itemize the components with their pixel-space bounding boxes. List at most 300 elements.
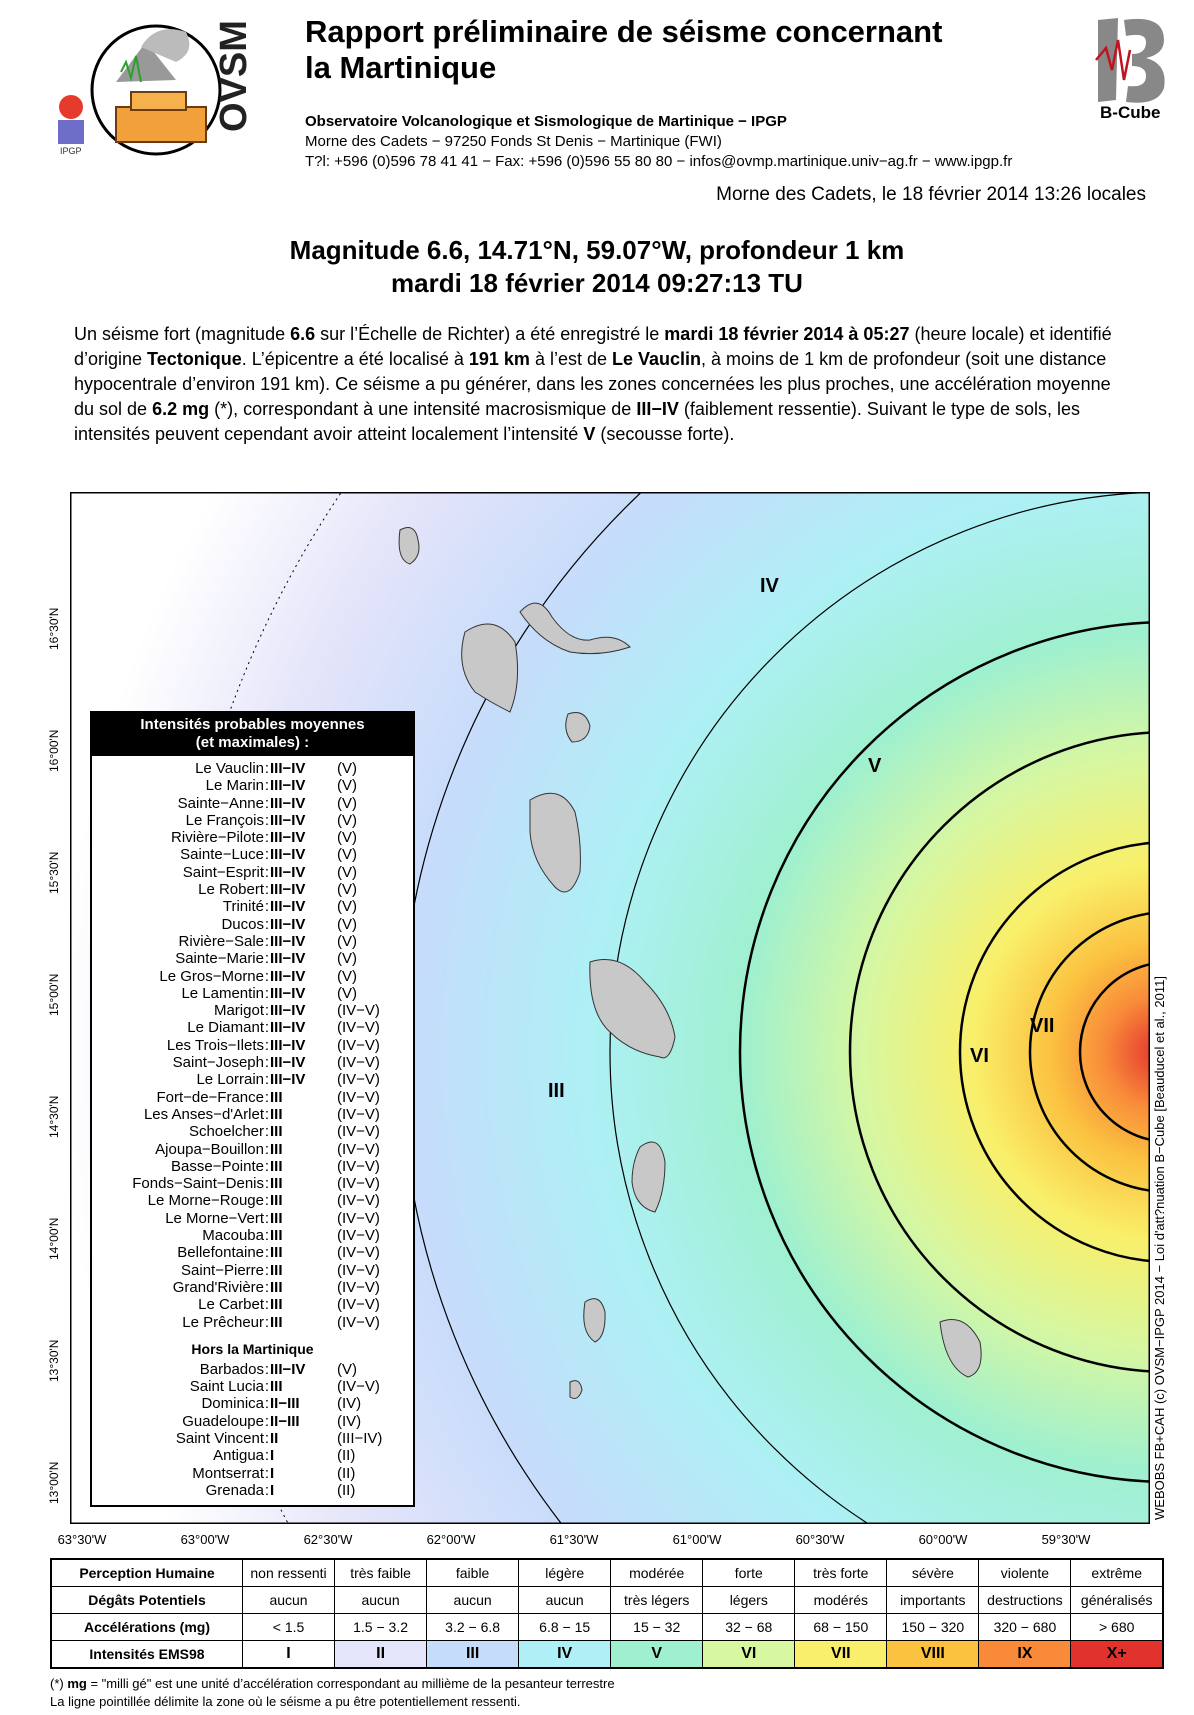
legend-row [92,777,413,794]
scale-cell: modérés [795,1587,887,1614]
legend-town: Le Lamentin [181,984,264,1002]
legend-town: Montserrat [192,1464,264,1482]
ring-label: III [548,1080,565,1102]
dateline: Morne des Cadets, le 18 février 2014 13:26 locales [716,184,1146,205]
legend-colon: : [264,1140,270,1158]
legend-mean-intensity: III−IV [270,1071,306,1089]
ring-label: VI [970,1045,989,1067]
summary-pga: 6.2 mg [152,399,210,419]
legend-colon: : [264,760,270,777]
legend-colon: : [264,1192,270,1210]
legend-max-intensity: (II) [337,1447,356,1465]
legend-colon: : [264,932,270,950]
legend-max-intensity: (IV−V) [337,1378,380,1396]
summary-intensity: III−IV [636,399,679,419]
legend-colon: : [264,777,270,795]
legend-colon: : [264,863,270,881]
legend-colon: : [264,1002,270,1020]
legend-mean-intensity: III [270,1105,283,1123]
title-line-2: la Martinique [305,50,497,85]
scale-row-label: Intensités EMS98 [51,1641,243,1669]
summary-text: . L’épicentre a été localisé à [241,349,469,369]
legend-town: Le Prêcheur [182,1313,264,1331]
lon-label: 60°00'W [918,1532,968,1547]
scale-cell: violente [979,1559,1071,1587]
legend-mean-intensity: III [270,1123,283,1141]
legend-max-intensity: (V) [337,794,357,812]
legend-row [92,985,413,1002]
footnote-text: = "milli gé" est une unité d’accélération correspondant au millième de la pesanteur terrestre [86,1676,615,1691]
legend-row [92,1227,413,1244]
scale-cell: 6.8 − 15 [519,1614,611,1641]
scale-cell: aucun [335,1587,427,1614]
legend-row [92,933,413,950]
legend-row [92,1037,413,1054]
footnote-mg [50,1676,615,1691]
legend-max-intensity: (IV−V) [337,1054,380,1072]
legend-colon: : [264,1313,270,1331]
legend-row [92,795,413,812]
legend-town: Guadeloupe [182,1412,264,1430]
legend-mean-intensity: III−IV [270,760,306,777]
scale-cell: très forte [795,1559,887,1587]
summary-text: sur l’Échelle de Richter) a été enregistré le [315,324,665,344]
legend-town: Saint Vincent [175,1429,264,1447]
lon-label: 63°00'W [180,1532,230,1547]
summary-text: à l’est de [529,349,612,369]
legend-max-intensity: (IV) [337,1395,362,1413]
summary-text: Un séisme fort (magnitude [74,324,291,344]
legend-outside-list [92,1361,413,1499]
legend-row [92,1361,413,1378]
legend-town: Ducos [221,915,264,933]
legend-colon: : [264,984,270,1002]
legend-mean-intensity: III [270,1261,283,1279]
legend-town: Bellefontaine [177,1244,264,1262]
legend-mean-intensity: III−IV [270,811,306,829]
scale-cell: > 680 [1071,1614,1163,1641]
legend-row [92,1465,413,1482]
ring-label: V [868,755,882,777]
legend-max-intensity: (II) [337,1481,356,1499]
legend-title-line: (et maximales) : [195,734,310,751]
legend-town: Schoelcher [188,1123,264,1141]
ovsm-logo-text: OVSM [213,20,255,132]
legend-row [92,1482,413,1499]
scale-row-intensity [51,1641,1163,1669]
legend-row [92,864,413,881]
legend-town: Saint−Esprit [182,863,264,881]
legend-max-intensity: (V) [337,777,357,795]
scale-cell: 320 − 680 [979,1614,1071,1641]
legend-max-intensity: (IV−V) [337,1140,380,1158]
legend-max-intensity: (V) [337,932,357,950]
legend-row [92,1141,413,1158]
scale-cell: destructions [979,1587,1071,1614]
legend-mean-intensity: III [270,1209,283,1227]
legend-mean-intensity: III [270,1157,283,1175]
ring-label: VII [1030,1015,1055,1037]
summary-paragraph [74,322,1124,447]
legend-mean-intensity: II−III [270,1395,300,1413]
scale-cell: légère [519,1559,611,1587]
legend-max-intensity: (IV−V) [337,1123,380,1141]
legend-colon: : [264,1429,270,1447]
legend-colon: : [264,811,270,829]
legend-colon: : [264,1227,270,1245]
legend-colon: : [264,915,270,933]
legend-max-intensity: (V) [337,846,357,864]
legend-martinique-list [92,760,413,1331]
scale-cell: II [335,1641,427,1669]
scale-cell: 3.2 − 6.8 [427,1614,519,1641]
legend-row [92,1296,413,1313]
legend-colon: : [264,898,270,916]
legend-mean-intensity: III−IV [270,777,306,795]
scale-cell: extrême [1071,1559,1163,1587]
scale-cell: aucun [519,1587,611,1614]
legend-max-intensity: (IV−V) [337,1313,380,1331]
legend-colon: : [264,1071,270,1089]
legend-mean-intensity: III−IV [270,950,306,968]
scale-cell: généralisés [1071,1587,1163,1614]
legend-mean-intensity: III [270,1175,283,1193]
legend-row [92,1262,413,1279]
scale-cell: IX [979,1641,1071,1669]
lon-label: 59°30'W [1041,1532,1091,1547]
lon-label: 62°00'W [426,1532,476,1547]
legend-mean-intensity: III−IV [270,915,306,933]
legend-town: Saint−Joseph [172,1054,264,1072]
legend-mean-intensity: III−IV [270,881,306,899]
legend-title [92,713,413,756]
scale-row-damage [51,1587,1163,1614]
legend-row [92,829,413,846]
lat-label: 13°30'N [47,1339,61,1382]
ipgp-logo-text: IPGP [60,146,82,156]
legend-row [92,1054,413,1071]
legend-mean-intensity: I [270,1447,275,1465]
legend-row [92,1106,413,1123]
legend-max-intensity: (V) [337,915,357,933]
legend-colon: : [264,1157,270,1175]
legend-colon: : [264,1464,270,1482]
legend-max-intensity: (IV−V) [337,1002,380,1020]
legend-max-intensity: (IV−V) [337,1088,380,1106]
legend-row [92,1378,413,1395]
legend-town: Le Gros−Morne [159,967,264,985]
legend-max-intensity: (V) [337,829,357,847]
ems98-scale-table [50,1558,1164,1669]
lat-label: 13°00'N [47,1461,61,1504]
legend-colon: : [264,1296,270,1314]
legend-row [92,1089,413,1106]
legend-row [92,1071,413,1088]
legend-town: Le Vauclin [195,760,264,777]
legend-town: Marigot [213,1002,264,1020]
legend-row [92,1175,413,1192]
legend-mean-intensity: III [270,1378,283,1396]
legend-colon: : [264,1447,270,1465]
legend-max-intensity: (V) [337,760,357,777]
lat-label: 14°00'N [47,1217,61,1260]
legend-max-intensity: (IV−V) [337,1157,380,1175]
legend-town: Sainte−Anne [177,794,264,812]
summary-origin: Tectonique [147,349,242,369]
summary-text: (*), correspondant à une intensité macrosismique de [209,399,637,419]
legend-colon: : [264,846,270,864]
scale-cell: X+ [1071,1641,1163,1669]
legend-mean-intensity: III−IV [270,1054,306,1072]
scale-row-label: Accélérations (mg) [51,1614,243,1641]
legend-mean-intensity: III−IV [270,984,306,1002]
scale-cell: sévère [887,1559,979,1587]
lat-label: 16°30'N [47,607,61,650]
legend-row [92,898,413,915]
headline-date: mardi 18 février 2014 09:27:13 TU [391,268,803,298]
legend-colon: : [264,1261,270,1279]
footnote-text: (*) [50,1676,68,1691]
legend-max-intensity: (IV−V) [337,1227,380,1245]
legend-row [92,1210,413,1227]
legend-town: Grand'Rivière [172,1278,264,1296]
legend-mean-intensity: III−IV [270,1036,306,1054]
legend-max-intensity: (V) [337,881,357,899]
map-credit: WEBOBS FB+CAH (c) OVSM−IPGP 2014 − Loi d'att?nuation B−Cube [Beauducel et al., 2011] [1152,976,1167,1520]
legend-row [92,968,413,985]
scale-cell: IV [519,1641,611,1669]
scale-cell: aucun [427,1587,519,1614]
legend-max-intensity: (V) [337,1360,357,1378]
address: Morne des Cadets − 97250 Fonds St Denis − Martinique (FWI) [305,133,722,150]
scale-cell: < 1.5 [243,1614,335,1641]
legend-town: Le Morne−Rouge [147,1192,264,1210]
legend-row [92,950,413,967]
legend-max-intensity: (IV−V) [337,1296,380,1314]
legend-row [92,1413,413,1430]
legend-colon: : [264,1412,270,1430]
legend-mean-intensity: III−IV [270,898,306,916]
legend-max-intensity: (IV−V) [337,1071,380,1089]
scale-cell: importants [887,1587,979,1614]
legend-max-intensity: (IV−V) [337,1175,380,1193]
scale-cell: faible [427,1559,519,1587]
legend-town: Le Carbet [198,1296,264,1314]
legend-colon: : [264,1088,270,1106]
scale-cell: V [611,1641,703,1669]
legend-colon: : [264,829,270,847]
lon-label: 60°30'W [795,1532,845,1547]
headline-magnitude: Magnitude 6.6, 14.71°N, 59.07°W, profondeur 1 km [289,235,905,265]
scale-cell: III [427,1641,519,1669]
legend-town: Antigua [213,1447,264,1465]
lat-label: 15°30'N [47,851,61,894]
legend-mean-intensity: III−IV [270,846,306,864]
lat-label: 16°00'N [47,729,61,772]
legend-colon: : [264,1036,270,1054]
legend-mean-intensity: III [270,1227,283,1245]
legend-colon: : [264,1019,270,1037]
legend-row [92,1002,413,1019]
legend-row [92,1430,413,1447]
legend-town: Le Lorrain [196,1071,264,1089]
legend-mean-intensity: III−IV [270,1002,306,1020]
scale-cell: 150 − 320 [887,1614,979,1641]
summary-text: (secousse forte). [595,424,735,444]
legend-mean-intensity: III [270,1140,283,1158]
scale-cell: I [243,1641,335,1669]
lon-label: 61°00'W [672,1532,722,1547]
title-line-1: Rapport préliminaire de séisme concernant [305,14,943,49]
legend-max-intensity: (IV−V) [337,1192,380,1210]
legend-mean-intensity: III−IV [270,794,306,812]
scale-cell: VII [795,1641,887,1669]
lon-label: 63°30'W [57,1532,107,1547]
legend-max-intensity: (V) [337,984,357,1002]
legend-max-intensity: (IV−V) [337,1209,380,1227]
legend-row [92,1244,413,1261]
lon-label: 61°30'W [549,1532,599,1547]
legend-colon: : [264,950,270,968]
legend-colon: : [264,1105,270,1123]
scale-cell: VI [703,1641,795,1669]
bcube-logo [1086,10,1176,122]
legend-max-intensity: (IV−V) [337,1036,380,1054]
legend-town: Le Marin [205,777,264,795]
legend-row [92,1279,413,1296]
legend-mean-intensity: I [270,1481,275,1499]
legend-colon: : [264,1481,270,1499]
legend-town: Le François [185,811,264,829]
legend-town: Macouba [202,1227,264,1245]
legend-town: Le Morne−Vert [165,1209,264,1227]
legend-town: Saint Lucia [189,1378,264,1396]
legend-mean-intensity: III [270,1313,283,1331]
contact: T?l: +596 (0)596 78 41 41 − Fax: +596 (0)596 55 80 80 − infos@ovmp.martinique.univ−ag.fr − www.ipgp.fr [305,153,1013,170]
legend-row [92,760,413,777]
legend-town: Les Trois−Ilets [166,1036,264,1054]
legend-max-intensity: (V) [337,950,357,968]
legend-town: Sainte−Luce [180,846,264,864]
scale-cell: très faible [335,1559,427,1587]
legend-town: Le Diamant [187,1019,264,1037]
scale-cell: aucun [243,1587,335,1614]
intensity-legend [90,711,415,1507]
legend-row [92,1192,413,1209]
scale-row-label: Perception Humaine [51,1559,243,1587]
ring-label: IV [760,575,779,597]
legend-max-intensity: (IV−V) [337,1019,380,1037]
legend-colon: : [264,1209,270,1227]
legend-max-intensity: (IV−V) [337,1278,380,1296]
legend-row [92,846,413,863]
legend-colon: : [264,1175,270,1193]
legend-mean-intensity: III [270,1192,283,1210]
lat-label: 15°00'N [47,973,61,1016]
legend-colon: : [264,1378,270,1396]
scale-cell: modérée [611,1559,703,1587]
ovsm-logo [46,12,272,162]
legend-row [92,881,413,898]
legend-colon: : [264,881,270,899]
legend-row [92,1395,413,1412]
legend-mean-intensity: III [270,1296,283,1314]
legend-max-intensity: (V) [337,811,357,829]
legend-row [92,916,413,933]
footnote-dotted-line: La ligne pointillée délimite la zone où le séisme a pu être potentiellement ressenti. [50,1694,521,1709]
legend-max-intensity: (V) [337,863,357,881]
legend-mean-intensity: III−IV [270,1019,306,1037]
summary-text: (heure locale) et identifié d’origine [74,324,1112,369]
legend-town: Barbados [199,1360,264,1378]
summary-town: Le Vauclin [611,349,702,369]
legend-colon: : [264,1395,270,1413]
bcube-label: B-Cube [1100,103,1161,122]
legend-mean-intensity: III−IV [270,932,306,950]
legend-mean-intensity: III [270,1088,283,1106]
legend-mean-intensity: III−IV [270,863,306,881]
legend-mean-intensity: II [270,1429,279,1447]
legend-colon: : [264,794,270,812]
page-title [305,14,1025,86]
legend-town: Trinité [222,898,264,916]
legend-colon: : [264,1123,270,1141]
scale-row-accel [51,1614,1163,1641]
scale-cell: 68 − 150 [795,1614,887,1641]
legend-row [92,1123,413,1140]
scale-cell: 1.5 − 3.2 [335,1614,427,1641]
scale-cell: 15 − 32 [611,1614,703,1641]
legend-row [92,1158,413,1175]
legend-mean-intensity: I [270,1464,275,1482]
scale-cell: forte [703,1559,795,1587]
legend-title-line: Intensités probables moyennes [140,716,365,733]
legend-town: Basse−Pointe [171,1157,264,1175]
summary-max-intensity: V [583,424,596,444]
summary-magnitude: 6.6 [290,324,316,344]
scale-cell: 32 − 68 [703,1614,795,1641]
legend-town: Fonds−Saint−Denis [132,1175,264,1193]
legend-max-intensity: (II) [337,1464,356,1482]
legend-max-intensity: (V) [337,967,357,985]
legend-mean-intensity: III [270,1278,283,1296]
lon-label: 62°30'W [303,1532,353,1547]
scale-row-label: Dégâts Potentiels [51,1587,243,1614]
legend-mean-intensity: III [270,1244,283,1262]
legend-row [92,1019,413,1036]
scale-row-perception [51,1559,1163,1587]
summary-text: , à moins de 1 km de profondeur (soit une distance hypocentrale d’environ 191 km). Ce séisme a pu générer, dans les zones concernées les plus proches, une accélération moyenne du sol de [74,349,1111,419]
summary-local-time: mardi 18 février 2014 à 05:27 [664,324,910,344]
scale-cell: non ressenti [243,1559,335,1587]
legend-town: Sainte−Marie [175,950,264,968]
legend-row [92,1314,413,1331]
legend-row [92,1447,413,1464]
legend-colon: : [264,967,270,985]
legend-colon: : [264,1244,270,1262]
legend-mean-intensity: III−IV [270,829,306,847]
summary-text: (faiblement ressentie). Suivant le type de sols, les intensités peuvent cependant avoir atteint localement l’intensité [74,399,1081,444]
legend-town: Rivière−Sale [178,932,264,950]
scale-cell: légers [703,1587,795,1614]
footnote-unit: mg [67,1676,87,1691]
legend-town: Grenada [205,1481,264,1499]
legend-town: Dominica [201,1395,264,1413]
legend-colon: : [264,1278,270,1296]
legend-max-intensity: (IV−V) [337,1105,380,1123]
legend-max-intensity: (V) [337,898,357,916]
legend-town: Fort−de−France [156,1088,264,1106]
